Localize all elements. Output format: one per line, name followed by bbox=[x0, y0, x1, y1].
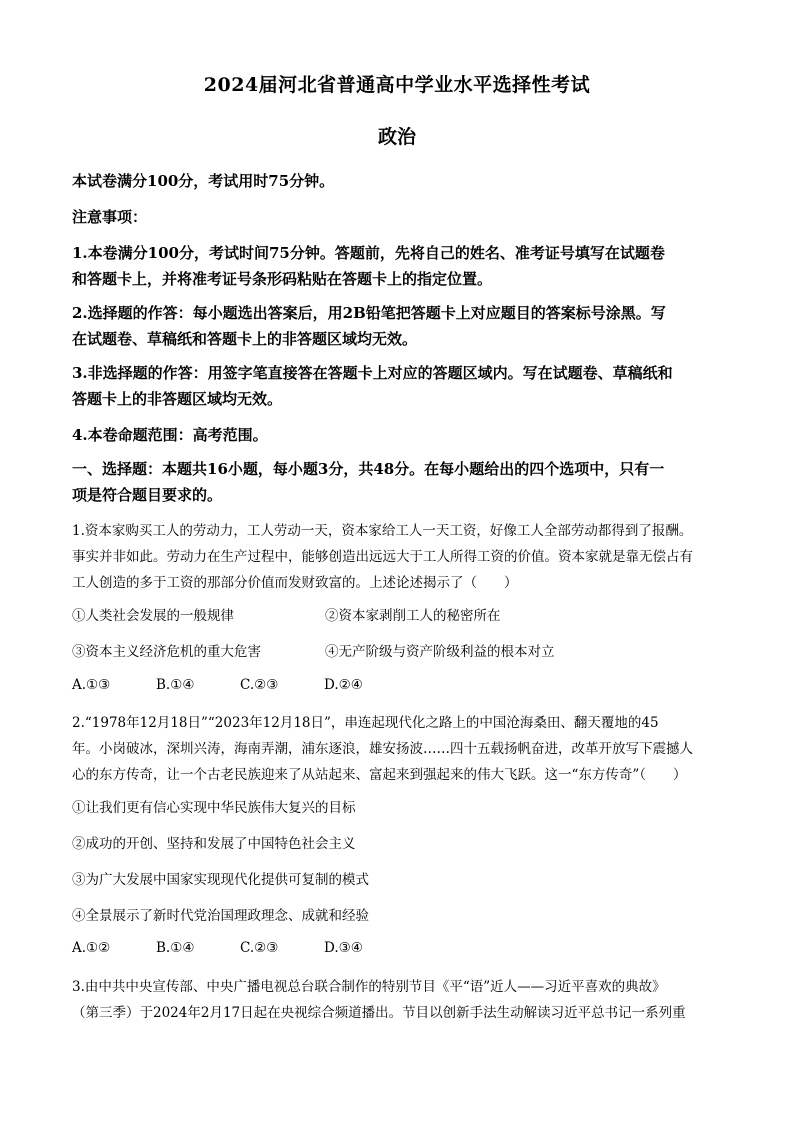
note-3-line-2: 答题卡上的非答题区域均无效。 bbox=[72, 390, 283, 408]
note-2-line-1: 2.选择题的作答：每小题选出答案后，用2B铅笔把答题卡上对应题目的答案标号涂黑。写 bbox=[72, 304, 666, 322]
q1-stem-line-2: 事实并非如此。劳动力在生产过程中，能够创造出远远大于工人所得工资的价值。资本家就是靠无偿占有 bbox=[72, 549, 693, 565]
note-4: 4.本卷命题范围：高考范围。 bbox=[72, 426, 268, 444]
exam-title: 2024届河北省普通高中学业水平选择性考试 bbox=[203, 74, 591, 96]
q2-statement-2: ②成功的开创、坚持和发展了中国特色社会主义 bbox=[72, 836, 356, 852]
q1-stem-line-3: 工人创造的多于工资的那部分价值而发财致富的。上述论述揭示了（ ） bbox=[72, 575, 518, 591]
note-1-line-1: 1.本卷满分100分，考试时间75分钟。答题前，先将自己的姓名、准考证号填写在试题卷 bbox=[72, 244, 665, 262]
section-1-heading-line-2: 项是符合题目要求的。 bbox=[72, 486, 223, 504]
score-line: 本试卷满分100分，考试用时75分钟。 bbox=[72, 172, 335, 190]
note-2-line-2: 在试题卷、草稿纸和答题卡上的非答题区域均无效。 bbox=[72, 330, 418, 348]
q1-statement-1: ①人类社会发展的一般规律 bbox=[72, 608, 234, 624]
q2-choice-a: A.①② bbox=[72, 940, 111, 956]
note-1-line-2: 和答题卡上，并将准考证号条形码粘贴在答题卡上的指定位置。 bbox=[72, 270, 493, 288]
q2-choice-c: C.②③ bbox=[240, 940, 279, 956]
q2-choices bbox=[72, 940, 408, 956]
q2-choice-b: B.①④ bbox=[156, 940, 195, 956]
q3-stem-line-1: 3.由中共中央宣传部、中央广播电视总台联合制作的特别节目《平“语”近人——习近平喜欢的典故》 bbox=[72, 979, 666, 995]
note-3-line-1: 3.非选择题的作答：用签字笔直接答在答题卡上对应的答题区域内。写在试题卷、草稿纸和 bbox=[72, 364, 673, 382]
q1-choices bbox=[72, 677, 408, 693]
q1-choice-b: B.①④ bbox=[156, 677, 195, 693]
notes-heading: 注意事项： bbox=[72, 208, 148, 226]
q2-statement-3: ③为广大发展中国家实现现代化提供可复制的模式 bbox=[72, 872, 369, 888]
q2-statement-4: ④全景展示了新时代党治国理政理念、成就和经验 bbox=[72, 908, 369, 924]
q1-statement-2: ②资本家剥削工人的秘密所在 bbox=[325, 608, 501, 624]
q2-choice-d: D.③④ bbox=[324, 940, 363, 956]
subject-title: 政治 bbox=[377, 126, 416, 148]
q1-choice-a: A.①③ bbox=[72, 677, 111, 693]
q1-choice-c: C.②③ bbox=[240, 677, 279, 693]
q1-statement-4: ④无产阶级与资产阶级利益的根本对立 bbox=[325, 644, 555, 660]
q1-statement-3: ③资本主义经济危机的重大危害 bbox=[72, 644, 261, 660]
q2-stem-line-2: 年。小岗破冰，深圳兴涛，海南弄潮，浦东逐浪，雄安扬波……四十五载扬帆奋进，改革开放写下震撼人 bbox=[72, 741, 693, 757]
section-1-heading-line-1: 一、选择题：本题共16小题，每小题3分，共48分。在每小题给出的四个选项中，只有一 bbox=[72, 460, 665, 478]
q1-choice-d: D.②④ bbox=[324, 677, 363, 693]
q2-statement-1: ①让我们更有信心实现中华民族伟大复兴的目标 bbox=[72, 800, 356, 816]
q2-stem-line-1: 2.“1978年12月18日”“2023年12月18日”，串连起现代化之路上的中国沧海桑田、翻天覆地的45 bbox=[72, 715, 659, 731]
q2-stem-line-3: 心的东方传奇，让一个古老民族迎来了从站起来、富起来到强起来的伟大飞跃。这一“东方传奇”（ ） bbox=[72, 767, 687, 783]
q1-stem-line-1: 1.资本家购买工人的劳动力，工人劳动一天，资本家给工人一天工资，好像工人全部劳动都得到了报酬。 bbox=[72, 523, 693, 539]
q3-stem-line-2: （第三季）于2024年2月17日起在央视综合频道播出。节目以创新手法生动解读习近平总书记一系列重 bbox=[72, 1005, 686, 1021]
